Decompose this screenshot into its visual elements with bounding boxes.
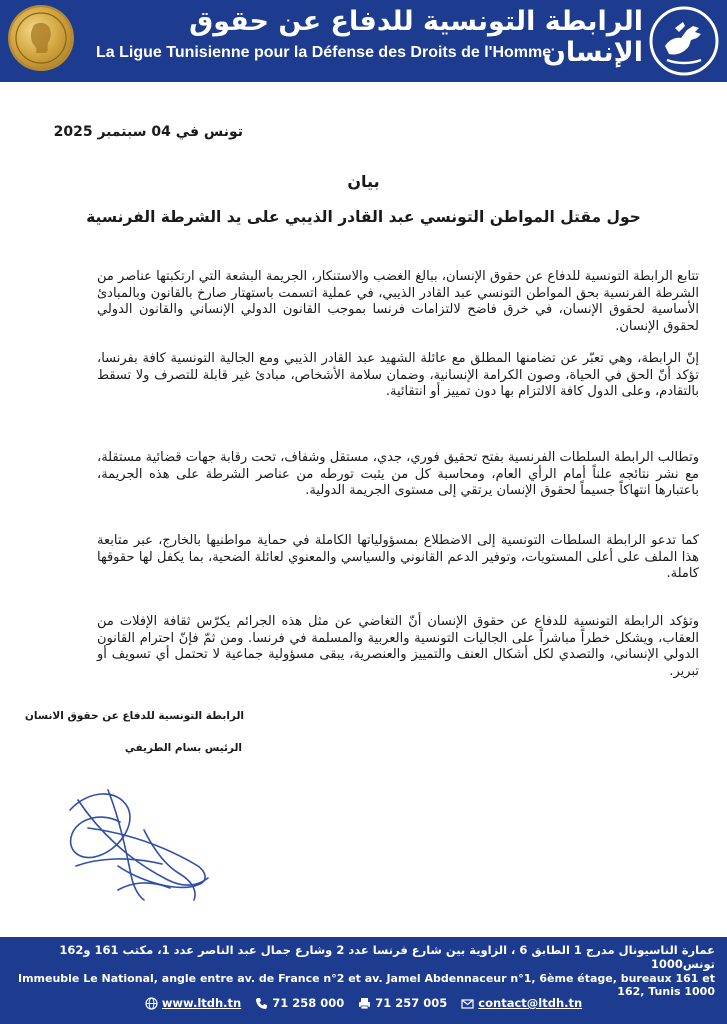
contact-bar <box>0 996 727 1010</box>
nobel-medal-icon <box>10 7 72 69</box>
fax-item <box>358 996 447 1010</box>
paragraph-1: تتابع الرابطة التونسية للدفاع عن حقوق الإنسان، ببالغ الغضب والاستنكار، الجريمة البشعة التي ارتكبتها عناصر من الشرطة الفرنسية بحق المواطن التونسي عبد القادر الذيبي، في عملية اتسمت باستهتار صارخ بالقانون وبالمبادئ الأساسية لحقوق الإنسان، في خرق فاضح لالتزامات فرنسا بموجب القانون الدولي الإنساني والقانون الدولي لحقوق الإنسان. <box>97 269 699 334</box>
org-name-french: La Ligue Tunisienne pour la Défense des Droits de l'Homme <box>96 44 552 61</box>
email-item[interactable] <box>461 996 582 1010</box>
website-link[interactable]: www.ltdh.tn <box>161 996 242 1010</box>
paragraph-5: وتؤكد الرابطة التونسية للدفاع عن حقوق الإنسان أنّ التغاضي عن مثل هذه الجرائم يكرّس ثقافة الإفلات من العقاب، ويشكل خطراً مباشراً على الجاليات التونسية والعربية والمسلمة في فرنسا. ومن ثمّ فإنّ احترام القانون الدولي الإنساني، والتصدي لكل أشكال العنف والتمييز والعنصرية، يبقى مسؤولية جماعية لا تحتمل أي تسويف أو تبرير. <box>97 614 699 679</box>
globe-icon <box>145 997 158 1010</box>
fax-number: 71 257 005 <box>375 996 448 1010</box>
paragraph-2: إنّ الرابطة، وهي تعبّر عن تضامنها المطلق مع عائلة الشهيد عبد القادر الذيبي ومع الجالية التونسية كافة بفرنسا، تؤكد أنّ الحق في الحياة، وصون الكرامة الإنسانية، وضمان سلامة الأشخاص، مبادئ غير قابلة للتصرف ولا تسقط بالتقادم، وعلى الدول كافة الالتزام بها دون تمييز أو انتقائية. <box>97 351 699 400</box>
signature-president: الرئيس بسام الطريفي <box>124 742 242 754</box>
letterhead-banner <box>0 0 727 82</box>
mail-icon <box>461 997 474 1010</box>
phone-item <box>255 996 344 1010</box>
paragraph-4: كما تدعو الرابطة السلطات التونسية إلى الاضطلاع بمسؤولياتها الكاملة في حماية مواطنيها بالخارج، عبر متابعة هذا الملف على أعلى المستويات، وتوفير الدعم القانوني والسياسي والمعنوي لعائلة الضحية، بما يكفل لها حقوقها كاملة. <box>97 533 699 582</box>
phone-icon <box>255 997 268 1010</box>
fax-icon <box>358 997 371 1010</box>
org-name-arabic: الرابطة التونسية للدفاع عن حقوق الإنسان <box>189 6 643 68</box>
phone-number: 71 258 000 <box>272 996 345 1010</box>
address-french: Immeuble Le National, angle entre av. de France n°2 et av. Jamel Abdennaceur n°1, 6ème étage, bureaux 161 et 162, Tunis 1000 <box>17 972 715 998</box>
paragraph-3: وتطالب الرابطة السلطات الفرنسية بفتح تحقيق فوري، جدي، مستقل وشفاف، تحت رقابة جهات قضائية مستقلة، مع نشر نتائجه علناً أمام الرأي العام، ومحاسبة كل من يثبت تورطه من عناصر الشرطة على هذه الجريمة، باعتبارها انتهاكاً جسيماً لحقوق الإنسان يرتقي إلى مستوى الجريمة الدولية. <box>97 450 699 499</box>
website-item[interactable] <box>145 996 241 1010</box>
email-link[interactable]: contact@ltdh.tn <box>478 996 583 1010</box>
document-date: تونس في 04 سبتمبر 2025 <box>53 124 243 140</box>
handwritten-signature <box>58 770 218 920</box>
letterhead-footer <box>0 937 727 1024</box>
ltdh-logo-icon <box>647 4 721 78</box>
signature-organization: الرابطة التونسية للدفاع عن حقوق الانسان <box>24 710 244 722</box>
address-arabic: عمارة الناسيونال مدرج 1 الطابق 6 ، الزاوية بين شارع فرنسا عدد 2 وشارع جمال عبد الناصر عدد 1، مكتب 161 و162 تونس1000 <box>59 943 715 971</box>
document-title: بيان <box>347 172 380 191</box>
document-subtitle: حول مقتل المواطن التونسي عبد القادر الذيبي على يد الشرطة الفرنسية <box>86 208 641 226</box>
